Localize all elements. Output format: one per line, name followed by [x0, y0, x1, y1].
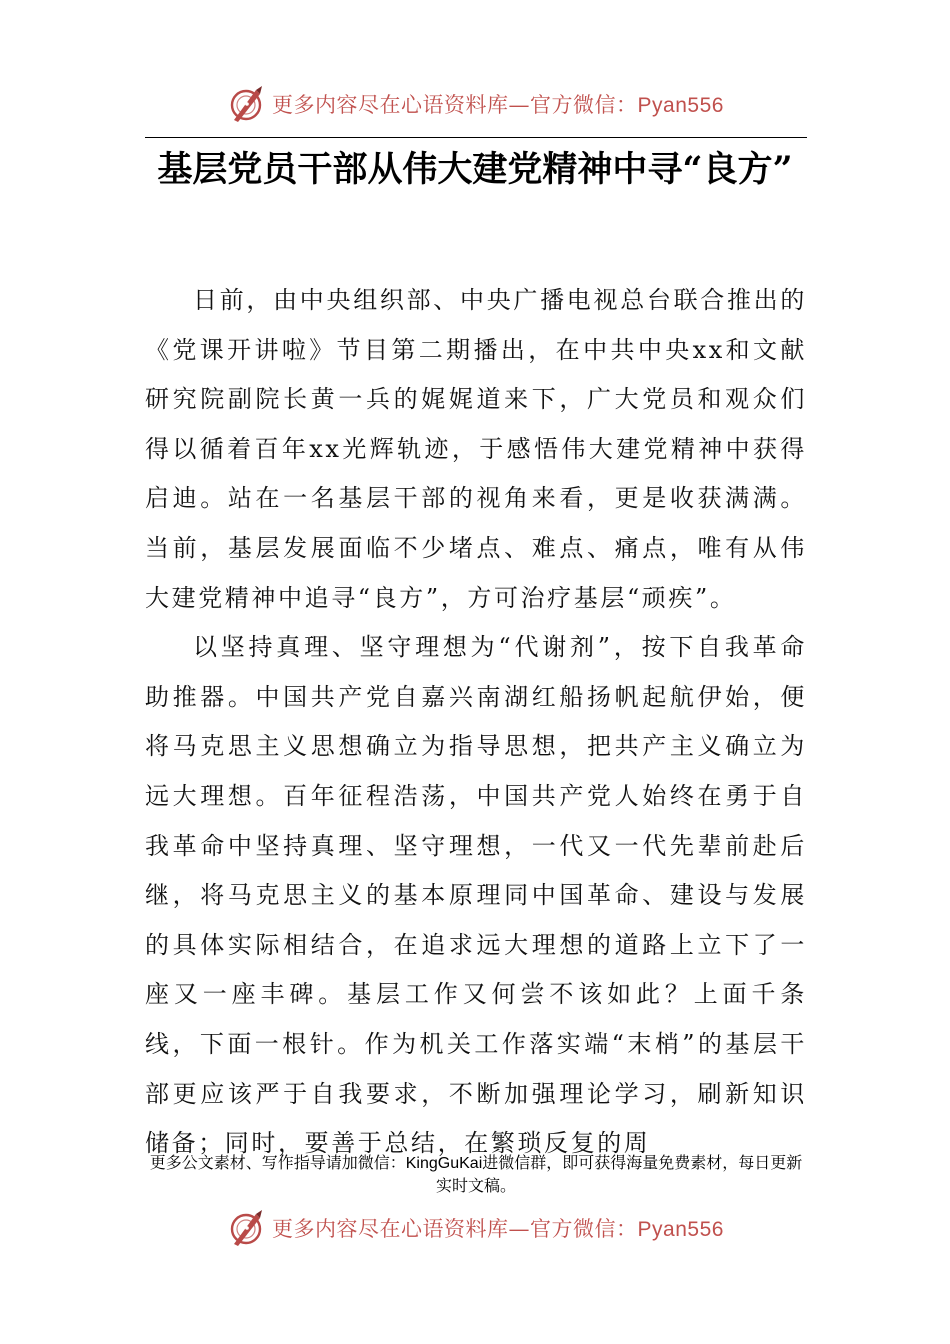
header-banner-account: Pyan556: [637, 94, 724, 117]
footer-banner-slogan: 更多内容尽在心语资料库—官方微信：: [272, 1217, 638, 1241]
body-paragraph-1: 日前，由中央组织部、中央广播电视总台联合推出的《党课开讲啦》节目第二期播出，在中共中央xx和文献研究院副院长黄一兵的娓娓道来下，广大党员和观众们得以循着百年xx光辉轨迹，于感悟伟大建党精神中获得启迪。站在一名基层干部的视角来看，更是收获满满。当前，基层发展面临不少堵点、难点、痛点，唯有从伟大建党精神中追寻“良方”，方可治疗基层“顽疾”。: [145, 286, 807, 612]
footer-banner: [0, 1206, 950, 1250]
document-body: [145, 276, 807, 1169]
body-paragraph-2: 以坚持真理、坚守理想为“代谢剂”，按下自我革命助推器。中国共产党自嘉兴南湖红船扬帆起航伊始，便将马克思主义思想确立为指导思想，把共产主义确立为远大理想。百年征程浩荡，中国共产党人始终在勇于自我革命中坚持真理、坚守理想，一代又一代先辈前赴后继，将马克思主义的基本原理同中国革命、建设与发展的具体实际相结合，在追求远大理想的道路上立下了一座又一座丰碑。基层工作又何尝不该如此？上面千条线，下面一根针。作为机关工作落实端“末梢”的基层干部更应该严于自我要求，不断加强理论学习，刷新知识储备；同时，要善于总结，在繁琐反复的周: [145, 633, 807, 1158]
header-banner: [0, 82, 950, 126]
pen-nib-logo-icon: [226, 84, 266, 124]
header-banner-content: [226, 84, 724, 124]
pen-nib-logo-icon: [226, 1208, 266, 1248]
header-divider: [145, 137, 807, 138]
document-title: 基层党员干部从伟大建党精神中寻“良方”: [157, 149, 793, 190]
header-banner-slogan: 更多内容尽在心语资料库—官方微信：: [272, 93, 638, 117]
header-banner-text: [272, 89, 724, 119]
footer-banner-account: Pyan556: [637, 1218, 724, 1241]
footer-note: 更多公文素材、写作指导请加微信：KingGuKai进微信群，即可获得海量免费素材，每日更新实时文稿。: [149, 1155, 803, 1195]
footer-banner-content: [226, 1208, 724, 1248]
footer-banner-text: [272, 1213, 724, 1243]
